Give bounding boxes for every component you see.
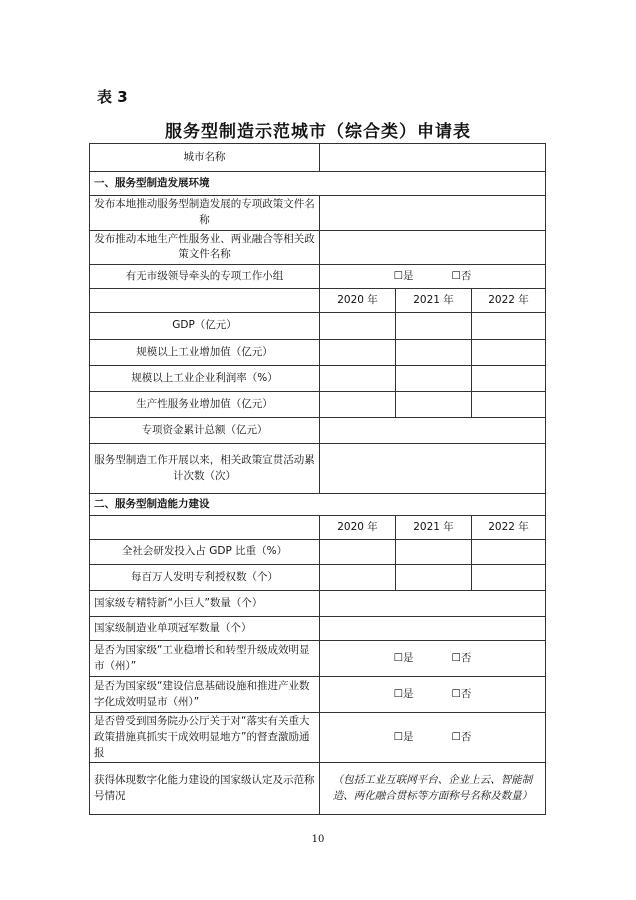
input-cell[interactable] (396, 540, 472, 565)
year-header-row (90, 516, 546, 540)
application-form-table (89, 143, 546, 815)
input-policy-docs-2[interactable] (320, 230, 546, 265)
year-2022: 2022 年 (472, 289, 546, 313)
choice-info-infra-city (320, 677, 546, 713)
input-cell[interactable] (396, 313, 472, 340)
table-row (90, 366, 546, 392)
label-info-infra-city: 是否为国家级“建设信息基础设施和推进产业数字化成效明显市（州）” (90, 677, 320, 713)
label-campaign-count: 服务型制造工作开展以来，相关政策宣贯活动累计次数（次） (90, 444, 320, 494)
label-policy-docs: 发布本地推动服务型制造发展的专项政策文件名称 (90, 196, 320, 231)
table-row (90, 444, 546, 494)
year-2021: 2021 年 (396, 289, 472, 313)
yes-checkbox[interactable]: ☐是 (393, 269, 414, 282)
table-row (90, 763, 546, 815)
section-header-row (90, 494, 546, 516)
year-header-row (90, 289, 546, 313)
section-header-row (90, 172, 546, 196)
yes-checkbox[interactable]: ☐是 (393, 687, 414, 700)
label-gdp: GDP（亿元） (90, 313, 320, 340)
label-policy-docs-2: 发布推动本地生产性服务业、两业融合等相关政策文件名称 (90, 230, 320, 265)
no-checkbox[interactable]: ☐否 (451, 730, 472, 743)
table-row (90, 641, 546, 677)
label-industrial-growth-city: 是否为国家级“工业稳增长和转型升级成效明显市（州）” (90, 641, 320, 677)
choice-state-council-award (320, 713, 546, 763)
table-row (90, 392, 546, 418)
input-cell[interactable] (472, 366, 546, 392)
table-row (90, 144, 546, 172)
input-policy-docs[interactable] (320, 196, 546, 231)
blank-cell (90, 516, 320, 540)
input-cell[interactable] (396, 565, 472, 591)
input-cell[interactable] (320, 540, 396, 565)
yes-checkbox[interactable]: ☐是 (393, 730, 414, 743)
input-special-funds[interactable] (320, 418, 546, 444)
table-label: 表 3 (97, 88, 128, 106)
input-cell[interactable] (396, 392, 472, 418)
table-row (90, 230, 546, 265)
yes-checkbox[interactable]: ☐是 (393, 651, 414, 664)
year-2020: 2020 年 (320, 516, 396, 540)
table-row (90, 418, 546, 444)
table-row (90, 591, 546, 617)
label-industrial-value: 规模以上工业增加值（亿元） (90, 340, 320, 366)
table-row (90, 565, 546, 591)
label-industrial-profit: 规模以上工业企业利润率（%） (90, 366, 320, 392)
section-1-header: 一、服务型制造发展环境 (90, 172, 546, 196)
no-checkbox[interactable]: ☐否 (451, 687, 472, 700)
label-patents: 每百万人发明专利授权数（个） (90, 565, 320, 591)
table-row (90, 265, 546, 289)
choice-industrial-growth-city (320, 641, 546, 677)
year-2021: 2021 年 (396, 516, 472, 540)
table-row (90, 713, 546, 763)
no-checkbox[interactable]: ☐否 (451, 651, 472, 664)
table-row (90, 540, 546, 565)
label-state-council-award: 是否曾受到国务院办公厅关于对“落实有关重大政策措施真抓实干成效明显地方”的督查激励通报 (90, 713, 320, 763)
label-city-name: 城市名称 (90, 144, 320, 172)
page-number: 10 (311, 834, 325, 845)
input-little-giants[interactable] (320, 591, 546, 617)
year-2022: 2022 年 (472, 516, 546, 540)
input-cell[interactable] (472, 540, 546, 565)
input-cell[interactable] (472, 340, 546, 366)
blank-cell (90, 289, 320, 313)
table-row (90, 677, 546, 713)
hint-digital-certification[interactable]: （包括工业互联网平台、企业上云、智能制造、两化融合贯标等方面称号名称及数量） (320, 763, 546, 815)
table-row (90, 617, 546, 641)
no-checkbox[interactable]: ☐否 (451, 269, 472, 282)
input-champions[interactable] (320, 617, 546, 641)
input-cell[interactable] (472, 392, 546, 418)
year-2020: 2020 年 (320, 289, 396, 313)
input-cell[interactable] (396, 340, 472, 366)
choice-leading-group (320, 265, 546, 289)
input-cell[interactable] (320, 340, 396, 366)
input-cell[interactable] (472, 313, 546, 340)
page-title: 服务型制造示范城市（综合类）申请表 (165, 122, 471, 142)
input-cell[interactable] (320, 313, 396, 340)
label-rd-ratio: 全社会研发投入占 GDP 比重（%） (90, 540, 320, 565)
input-cell[interactable] (472, 565, 546, 591)
label-service-value: 生产性服务业增加值（亿元） (90, 392, 320, 418)
label-leading-group: 有无市级领导牵头的专项工作小组 (90, 265, 320, 289)
input-cell[interactable] (320, 366, 396, 392)
input-city-name[interactable] (320, 144, 546, 172)
input-cell[interactable] (320, 565, 396, 591)
input-cell[interactable] (320, 392, 396, 418)
table-row (90, 313, 546, 340)
label-special-funds: 专项资金累计总额（亿元） (90, 418, 320, 444)
section-2-header: 二、服务型制造能力建设 (90, 494, 546, 516)
label-little-giants: 国家级专精特新“小巨人”数量（个） (90, 591, 320, 617)
label-digital-certification: 获得体现数字化能力建设的国家级认定及示范称号情况 (90, 763, 320, 815)
table-row (90, 340, 546, 366)
label-champions: 国家级制造业单项冠军数量（个） (90, 617, 320, 641)
table-row (90, 196, 546, 231)
input-campaign-count[interactable] (320, 444, 546, 494)
input-cell[interactable] (396, 366, 472, 392)
